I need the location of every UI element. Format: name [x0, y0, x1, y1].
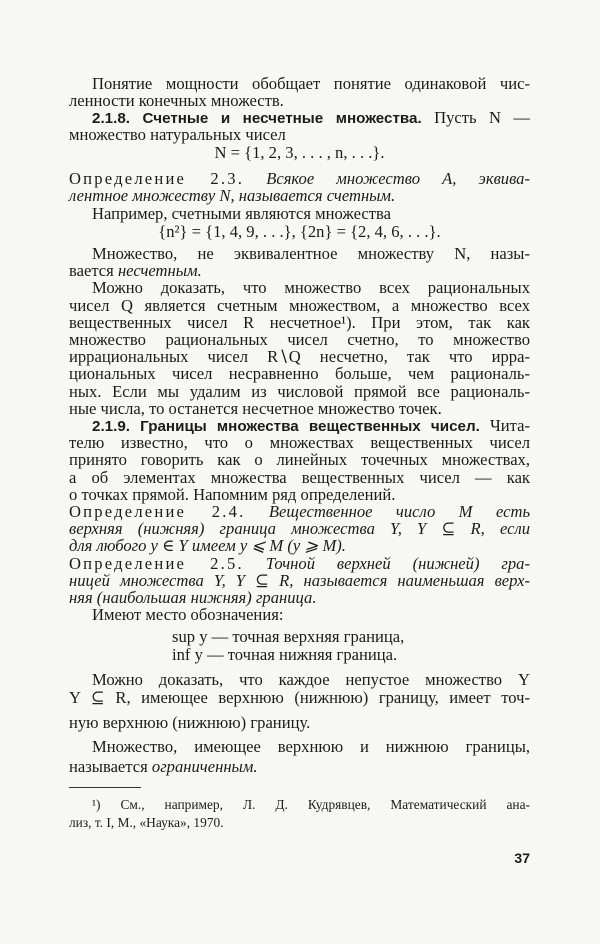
paragraph-line: Множество, имеющее верхнюю и нижнюю границы,	[92, 737, 530, 756]
paragraph-line: множество натуральных чисел	[69, 125, 286, 144]
definition-line: верхняя (нижняя) граница множества Y, Y ⊆ R, если	[69, 519, 530, 538]
paragraph-line: ных. Если мы удалим из числовой прямой все рациональ-	[69, 382, 530, 401]
paragraph-line: Понятие мощности обобщает понятие одинаковой чис-	[92, 74, 530, 93]
paragraph-line: о точках прямой. Напомним ряд определений.	[69, 485, 396, 504]
paragraph-text: Пусть N —	[421, 108, 530, 127]
formula-natural-numbers: N = {1, 2, 3, . . . , n, . . .}.	[214, 143, 385, 162]
paragraph-line: принято говорить как о линейных точечных множествах,	[69, 450, 530, 469]
paragraph-line: а об элементах множества вещественных чисел — как	[69, 468, 530, 487]
paragraph-line: Можно доказать, что каждое непустое множество Y	[92, 670, 530, 689]
paragraph-text: называется	[69, 757, 152, 776]
term-uncountable: несчетным.	[117, 261, 202, 280]
paragraph-line: Имеют место обозначения:	[92, 605, 284, 624]
definition-line: няя (наибольшая нижняя) граница.	[69, 588, 317, 607]
definition-line: для любого y ∈ Y имеем y ⩽ M (y ⩾ M).	[69, 536, 346, 555]
paragraph-line: Y ⊆ R, имеющее верхнюю (нижнюю) границу, имеет точ-	[69, 688, 530, 707]
section-heading-2-1-8: 2.1.8. Счетные и несчетные множества.	[92, 110, 422, 127]
page-number: 37	[514, 850, 530, 866]
footnote-line: лиз, т. I, М., «Наука», 1970.	[69, 815, 224, 830]
paragraph-line: Множество, не эквивалентное множеству N, назы-	[92, 244, 530, 263]
paragraph-text: Чита-	[479, 416, 530, 435]
paragraph-line: Например, счетными являются множества	[92, 204, 392, 223]
paragraph-line: чисел Q является счетным множеством, а множество всех	[69, 296, 530, 315]
paragraph-text: вается	[69, 261, 118, 280]
notation-sup: sup y — точная верхняя граница,	[172, 627, 405, 646]
paragraph-line: ленности конечных множеств.	[69, 91, 284, 110]
paragraph-line	[69, 757, 530, 777]
paragraph-line: ные числа, то останется несчетное множество точек.	[69, 399, 442, 418]
definition-2-4-label: Определение 2.4.	[69, 502, 246, 521]
definition-text: Точной верхней (нижней) гра-	[243, 554, 530, 573]
definition-line: ницей множества Y, Y ⊆ R, называется наименьшая верх-	[69, 571, 530, 590]
definition-text: Всякое множество A, эквива-	[244, 169, 530, 188]
paragraph-line: иррациональных чисел R∖Q несчетно, так что ирра-	[69, 347, 530, 366]
paragraph-line: вещественных чисел R несчетное¹). При этом, так как	[69, 313, 530, 332]
paragraph-line: циональных чисел несравненно больше, чем рациональ-	[69, 364, 530, 383]
term-bounded: ограниченным.	[151, 757, 258, 776]
definition-2-5-label: Определение 2.5.	[69, 554, 244, 573]
notation-inf: inf y — точная нижняя граница.	[172, 645, 398, 664]
definition-text: Вещественное число M есть	[245, 502, 530, 521]
definition-2-3-label: Определение 2.3.	[69, 169, 245, 188]
definition-line: лентное множеству N, называется счетным.	[69, 186, 396, 205]
footnote-divider	[69, 787, 141, 788]
section-heading-2-1-9: 2.1.9. Границы множества вещественных чисел.	[92, 418, 480, 435]
footnote-line: ¹) См., например, Л. Д. Кудрявцев, Математический ана-	[92, 797, 530, 812]
paragraph-line: телю известно, что о множествах вещественных чисел	[69, 433, 530, 452]
formula-countable-examples: {n²} = {1, 4, 9, . . .}, {2n} = {2, 4, 6, . . .}.	[158, 222, 441, 241]
paragraph-line: ную верхнюю (нижнюю) границу.	[69, 713, 311, 732]
paragraph-line: Можно доказать, что множество всех рациональных	[92, 278, 530, 297]
paragraph-line: множество рациональных чисел счетно, то множество	[69, 330, 530, 349]
